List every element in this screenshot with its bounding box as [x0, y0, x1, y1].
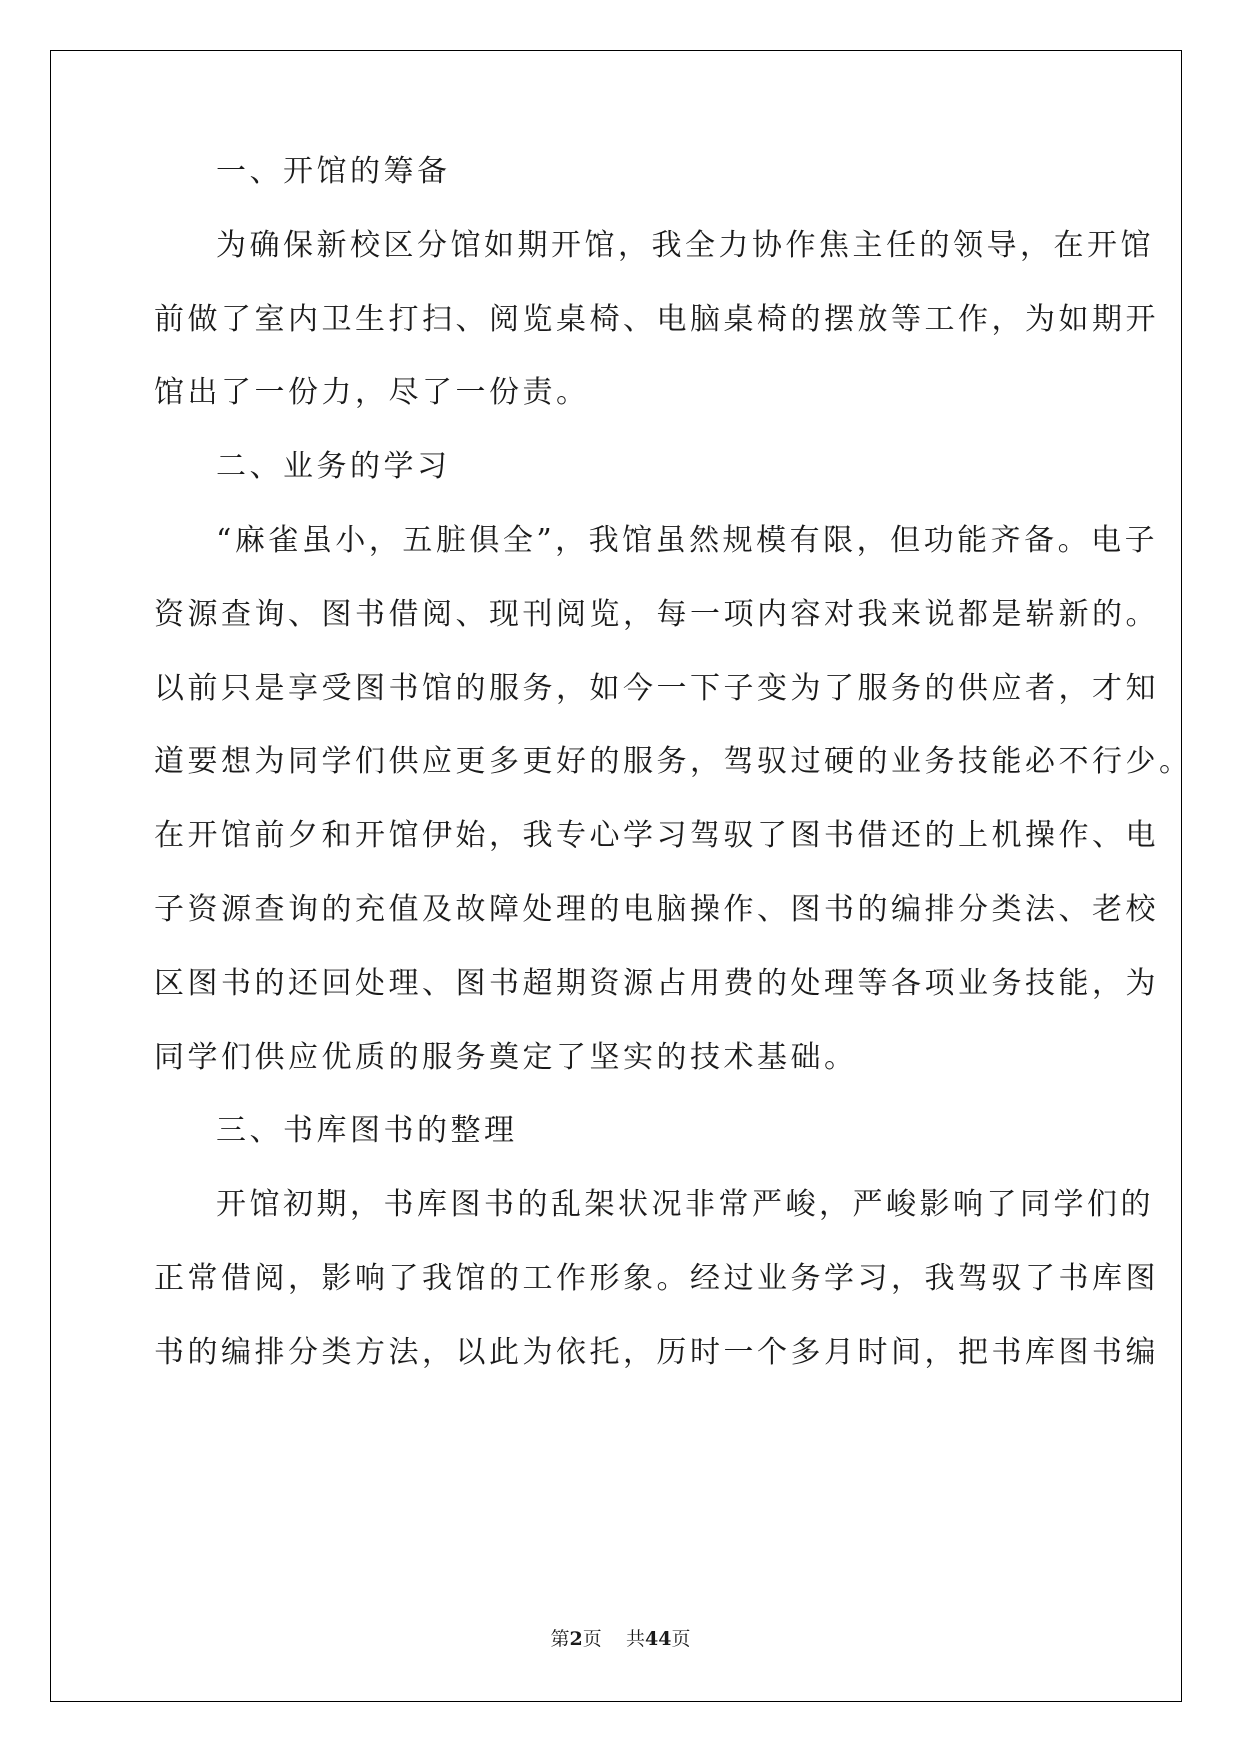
text-line: 区图书的还回处理、图书超期资源占用费的处理等各项业务技能，为 [154, 966, 1159, 1001]
text-line: 正常借阅，影响了我馆的工作形象。经过业务学习，我驾驭了书库图 [154, 1261, 1159, 1296]
text-line: 前做了室内卫生打扫、阅览桌椅、电脑桌椅的摆放等工作，为如期开 [154, 302, 1159, 337]
total-page-count: 44 [644, 1628, 672, 1650]
footer-total-suffix: 页 [671, 1628, 691, 1650]
text-line: “麻雀虽小，五脏俱全”，我馆虽然规模有限，但功能齐备。电子 [216, 523, 1159, 558]
footer-page-suffix: 页 [582, 1628, 602, 1650]
text-line: 为确保新校区分馆如期开馆，我全力协作焦主任的领导，在开馆 [216, 228, 1154, 263]
text-line: 书的编排分类方法，以此为依托，历时一个多月时间，把书库图书编 [154, 1335, 1159, 1370]
text-line: 开馆初期，书库图书的乱架状况非常严峻，严峻影响了同学们的 [216, 1187, 1154, 1222]
text-line: 子资源查询的充值及故障处理的电脑操作、图书的编排分类法、老校 [154, 892, 1159, 927]
page-border [50, 50, 1182, 1702]
text-line: 馆出了一份力，尽了一份责。 [154, 375, 590, 410]
text-line: 资源查询、图书借阅、现刊阅览，每一项内容对我来说都是崭新的。 [154, 597, 1159, 632]
footer-prefix: 第 [550, 1628, 570, 1650]
text-line: 一、开馆的筹备 [216, 154, 451, 189]
text-line: 三、书库图书的整理 [216, 1113, 518, 1148]
text-line: 道要想为同学们供应更多更好的服务，驾驭过硬的业务技能必不行少。 [154, 744, 1193, 779]
page-footer [0, 1626, 1241, 1652]
text-line: 在开馆前夕和开馆伊始，我专心学习驾驭了图书借还的上机操作、电 [154, 818, 1159, 853]
text-line: 以前只是享受图书馆的服务，如今一下子变为了服务的供应者，才知 [154, 671, 1159, 706]
text-line: 二、业务的学习 [216, 449, 451, 484]
footer-total-prefix: 共 [625, 1628, 645, 1650]
current-page-number: 2 [569, 1628, 583, 1650]
text-line: 同学们供应优质的服务奠定了坚实的技术基础。 [154, 1040, 858, 1075]
